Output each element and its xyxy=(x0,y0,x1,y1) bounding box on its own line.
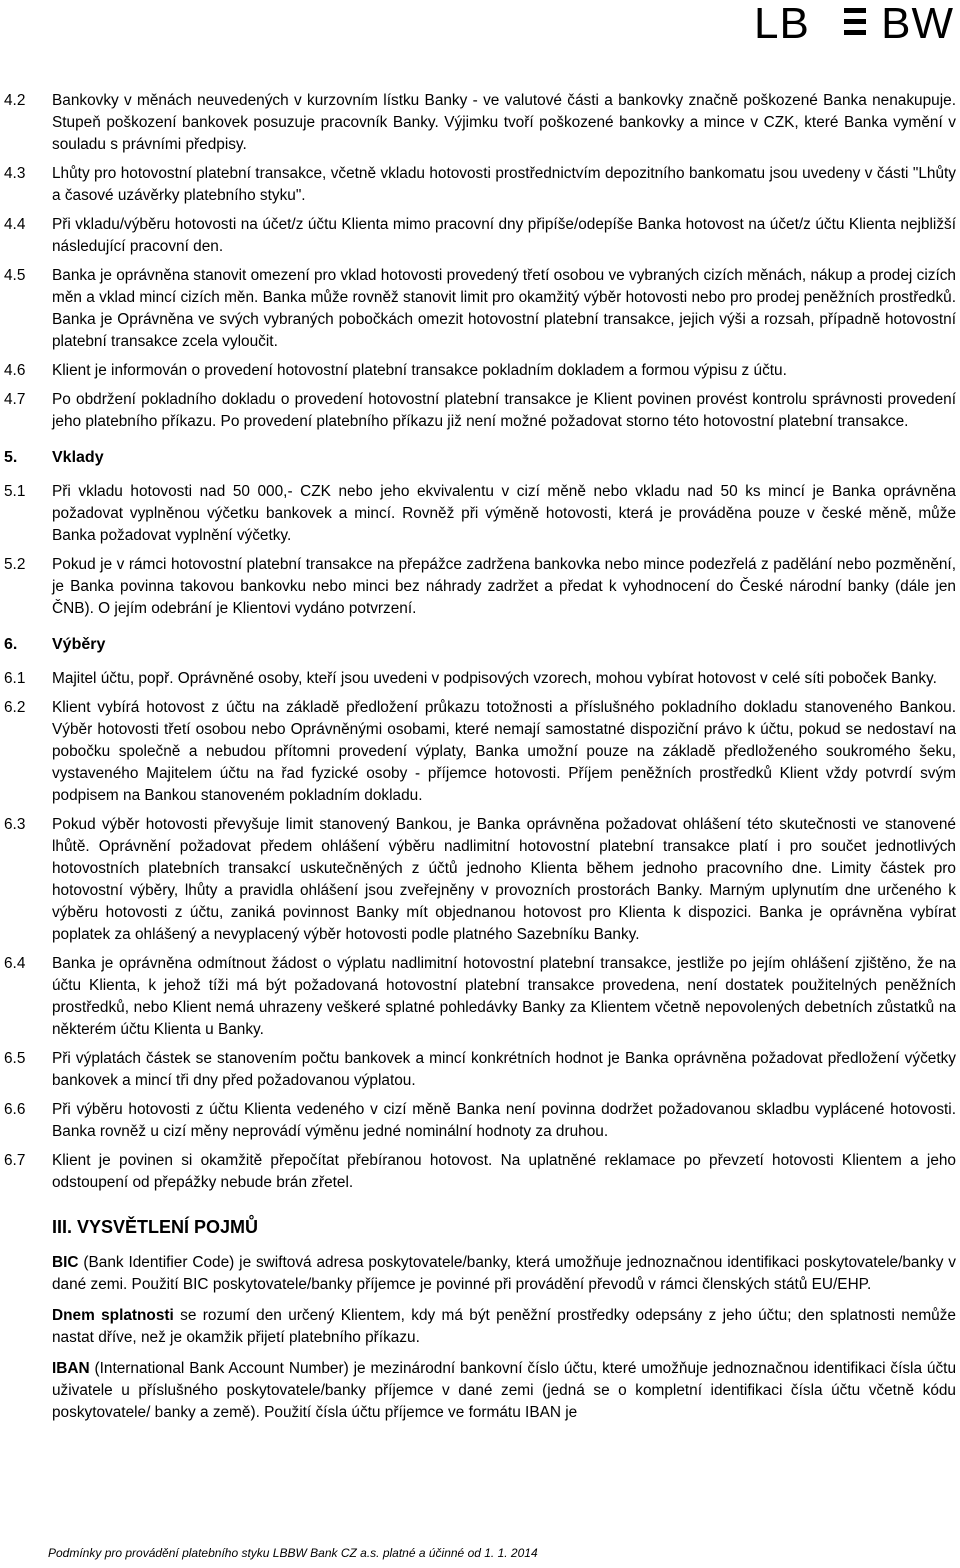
clause xyxy=(4,360,956,382)
clause-number: 6.5 xyxy=(4,1050,26,1067)
definition-text: (Bank Identifier Code) je swiftová adresa poskytovatele/banky, která umožňuje jednoznačnou identifikaci poskytovatele/banky v dané zemi. Použití BIC poskytovatele/banky příjemce je povinné při provádění převodů v rámci členských států EU/EHP. xyxy=(52,1254,956,1293)
clause-text: Pokud výběr hotovosti převyšuje limit stanovený Bankou, je Banka oprávněna požadovat ohlášení této skutečnosti ve stanovené lhůtě. Oprávnění požadovat předem ohlášení výběru nadlimitní hotovostní platební transakce platí i pro součet jednotlivých hotovostních platebních transakcí uskutečněných z účtů jednoho Klienta během jednoho pracovního dne. Limity částek pro hotovostní výběry, lhůty a pravidla ohlášení jsou zveřejněny v provozních prostorách Banky. Marným uplynutím dne určeného k výběru hotovosti z účtu, zaniká povinnost Banky mít objednanou hotovost pro Klienta k dispozici. Banka je oprávněna vybírat poplatek za ohlášený a nevyplacený výběr hotovosti podle platného Sazebníku Banky. xyxy=(52,816,956,943)
clause xyxy=(4,481,956,547)
clause xyxy=(4,554,956,620)
clause xyxy=(4,163,956,207)
clause-number: 5.1 xyxy=(4,483,26,500)
clause-text: Banka je oprávněna odmítnout žádost o výplatu nadlimitní hotovostní platební transakce, jestliže po jejím ohlášení zjištěno, že na účtu Klienta, k jehož tíži má být požadovaná hotovostní platební transakce provedena, není dostatek použitelných peněžních prostředků, nebo Klient nemá uhrazeny veškeré splatné pohledávky Banky za Klientem včetně nepovolených debetních zůstatků na některém účtu Klienta u Banky. xyxy=(52,955,956,1038)
definition-bic xyxy=(52,1252,956,1296)
clause-text: Klient je povinen si okamžitě přepočítat přebíranou hotovost. Na uplatněné reklamace po převzetí hotovosti Klientem a jeho odstoupení od přepážky nebude brán zřetel. xyxy=(52,1152,956,1191)
clause xyxy=(4,1099,956,1143)
clause-text: Klient vybírá hotovost z účtu na základě předložení průkazu totožnosti a příslušného pokladního dokladu stanoveného Bankou. Výběr hotovosti třetí osobou nebo Oprávněnými osobami, které nemají samostatné dispoziční právo k účtu, pokud se nedostaví na pobočku společně a nebudou přítomni provedení výplaty, Banka umožní pouze na základě předloženého soukromého šeku, vystaveného Majitelem účtu na řad fyzické osoby - příjemce hotovosti. Příjem peněžních prostředků Klient vždy potvrdí svým podpisem na Bankou stanoveném pokladním dokladu. xyxy=(52,699,956,804)
clause xyxy=(4,1048,956,1092)
logo-bars-icon xyxy=(844,8,866,40)
logo-text-left: LB xyxy=(754,0,810,48)
clause-text: Majitel účtu, popř. Oprávněné osoby, kteří jsou uvedeni v podpisových vzorech, mohou vybírat hotovost v celé síti poboček Banky. xyxy=(52,670,937,687)
clause-text: Po obdržení pokladního dokladu o provedení hotovostní platební transakce je Klient povinen provést kontrolu správnosti provedení jeho platebního příkazu. Po provedení platebního příkazu již není možné požadovat storno této hotovostní platební transakce. xyxy=(52,391,956,430)
lbbw-logo xyxy=(754,0,954,48)
clause-number: 6.1 xyxy=(4,670,26,687)
clause-text: Pokud je v rámci hotovostní platební transakce na přepážce zadržena bankovka nebo mince podezřelá z padělání nebo pozměnění, je Banka povinna takovou bankovku nebo minci bez náhrady zadržet a předat k vyhodnocení do České národní banky (dále jen ČNB). O jejím odebrání je Klientovi vydáno potvrzení. xyxy=(52,556,956,617)
section-heading-vybery xyxy=(4,634,956,656)
clause-text: Při vkladu hotovosti nad 50 000,- CZK nebo jeho ekvivalentu v cizí měně nebo vkladu nad 50 ks mincí je Banka oprávněna požadovat vyplněnou výčetku bankovek a mincí. Rovněž při výměně hotovosti, která je prováděna pouze v české měně, může Banka požadovat vyplnění výčetky. xyxy=(52,483,956,544)
definition-term: IBAN xyxy=(52,1360,90,1377)
clause-text: Bankovky v měnách neuvedených v kurzovním lístku Banky - ve valutové části a bankovky značně poškozené Banka nenakupuje. Stupeň poškození bankovek posuzuje pracovník Banky. Výjimku tvoří poškozené bankovky a mince v CZK, které Banka vymění v souladu s právními předpisy. xyxy=(52,92,956,153)
heading-text: Výběry xyxy=(52,636,106,653)
heading-number: 6. xyxy=(4,636,18,653)
clause-text: Při vkladu/výběru hotovosti na účet/z účtu Klienta mimo pracovní dny připíše/odepíše Banka hotovost na účet/z účtu Klienta nejbližší následující pracovní den. xyxy=(52,216,956,255)
clause-text: Banka je oprávněna stanovit omezení pro vklad hotovosti provedený třetí osobou ve vybraných cizích měnách, nákup a prodej cizích měn a vklad mincí cizích měn. Banka může rovněž stanovit limit pro okamžitý výběr hotovosti nebo pro prodej peněžních prostředků. Banka je Oprávněna ve svých vybraných pobočkách omezit hotovostní platební transakce, jejich výši a rozsah, případně hotovostní platební transakce zcela vyloučit. xyxy=(52,267,956,350)
clause xyxy=(4,814,956,946)
clause-number: 4.4 xyxy=(4,216,26,233)
clause-number: 4.5 xyxy=(4,267,26,284)
clause-number: 6.4 xyxy=(4,955,26,972)
page-footer: Podmínky pro provádění platebního styku LBBW Bank CZ a.s. platné a účinné od 1. 1. 2014 xyxy=(48,1546,538,1560)
section-title-definitions: III. VYSVĚTLENÍ POJMŮ xyxy=(52,1217,259,1237)
clause-number: 5.2 xyxy=(4,556,26,573)
clause-number: 4.3 xyxy=(4,165,26,182)
document-body xyxy=(4,90,956,1433)
clause-number: 4.7 xyxy=(4,391,26,408)
clause-number: 6.7 xyxy=(4,1152,26,1169)
logo-text-right: BW xyxy=(881,0,954,48)
clause xyxy=(4,389,956,433)
clause xyxy=(4,668,956,690)
clause-text: Při výběru hotovosti z účtu Klienta vedeného v cizí měně Banka není povinna dodržet požadovanou skladbu vyplácené hotovosti. Banka rovněž u cizí měny neprovádí výměnu jedné nominální hodnoty za druhou. xyxy=(52,1101,956,1140)
section-heading-vklady xyxy=(4,447,956,469)
clause xyxy=(4,265,956,353)
clause-text: Klient je informován o provedení hotovostní platební transakce pokladním dokladem a formou výpisu z účtu. xyxy=(52,362,787,379)
heading-text: Vklady xyxy=(52,449,104,466)
clause-number: 6.2 xyxy=(4,699,26,716)
definition-term: BIC xyxy=(52,1254,79,1271)
definition-text: (International Bank Account Number) je mezinárodní bankovní číslo účtu, které umožňuje jednoznačnou identifikaci čísla účtu uživatele u příslušného poskytovatele/banky příjemce v dané zemi (jedná se o kompletní identifikaci čísla účtu včetně kódu poskytovatele/ banky a země). Použití čísla účtu příjemce ve formátu IBAN je xyxy=(52,1360,956,1421)
definition-den-splatnosti xyxy=(52,1305,956,1349)
definition-term: Dnem splatnosti xyxy=(52,1307,174,1324)
clause xyxy=(4,1150,956,1194)
clause xyxy=(4,214,956,258)
heading-number: 5. xyxy=(4,449,18,466)
clause-number: 6.3 xyxy=(4,816,26,833)
clause-text: Při výplatách částek se stanovením počtu bankovek a mincí konkrétních hodnot je Banka oprávněna požadovat předložení výčetky bankovek a mincí tři dny před požadovanou výplatou. xyxy=(52,1050,956,1089)
clause xyxy=(4,953,956,1041)
definition-iban xyxy=(52,1358,956,1424)
clause-text: Lhůty pro hotovostní platební transakce, včetně vkladu hotovosti prostřednictvím depozitního bankomatu jsou uvedeny v části "Lhůty a časové uzávěrky platebního styku". xyxy=(52,165,956,204)
clause-number: 4.2 xyxy=(4,92,26,109)
clause xyxy=(4,90,956,156)
clause-number: 6.6 xyxy=(4,1101,26,1118)
clause-number: 4.6 xyxy=(4,362,26,379)
definition-text: se rozumí den určený Klientem, kdy má být peněžní prostředky odepsány z jeho účtu; den splatnosti nemůže nastat dříve, než je okamžik přijetí platebního příkazu. xyxy=(52,1307,956,1346)
clause xyxy=(4,697,956,807)
